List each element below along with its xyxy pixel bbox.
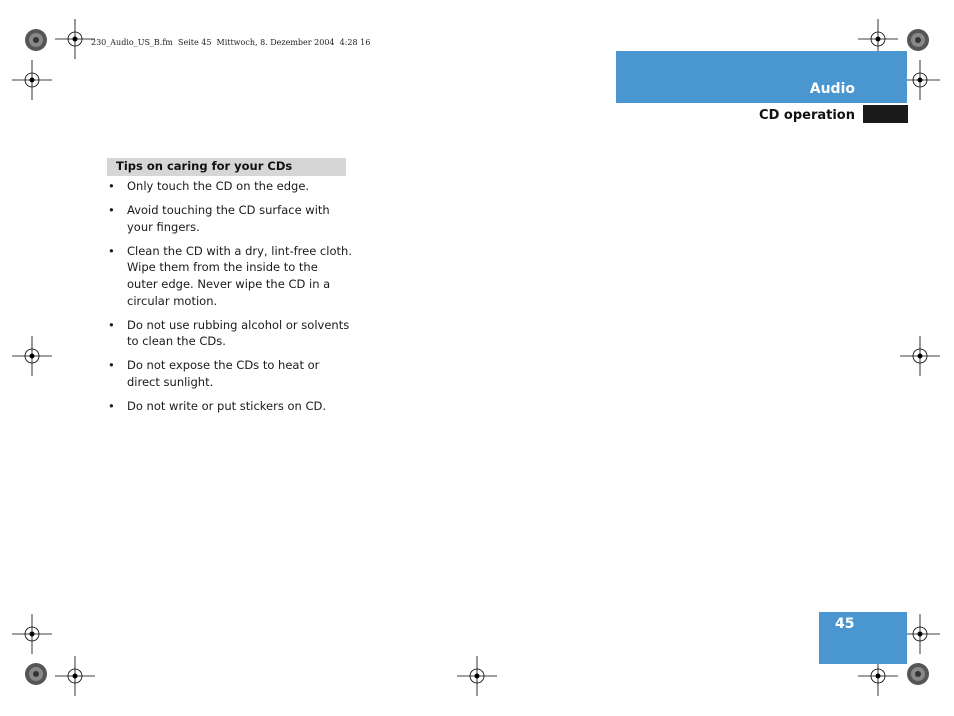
list-item <box>107 243 352 309</box>
tips-heading-bar <box>107 158 346 176</box>
chapter-title: Audio <box>809 81 855 97</box>
section-marker <box>863 105 908 123</box>
tip-text: Do not expose the CDs to heat or direct sunlight. <box>127 358 320 389</box>
registration-wheel-icon <box>24 28 48 52</box>
tips-list <box>107 178 352 422</box>
bullet: • <box>108 399 115 414</box>
bullet: • <box>108 358 115 373</box>
print-slug-line: 230_Audio_US_B.fm Seite 45 Mittwoch, 8. Dezember 2004 4:28 16 <box>91 38 371 47</box>
bullet: • <box>108 243 115 258</box>
tip-text: Avoid touching the CD surface with your fingers. <box>127 203 330 234</box>
list-item <box>107 178 352 195</box>
bullet: • <box>108 179 115 193</box>
crop-mark-icon <box>55 656 95 696</box>
crop-mark-icon <box>900 336 940 376</box>
registration-wheel-icon <box>24 662 48 686</box>
list-item <box>107 202 352 235</box>
page-number-tab <box>819 612 907 664</box>
crop-mark-icon <box>12 336 52 376</box>
chapter-tab <box>616 51 907 103</box>
tip-text: Only touch the CD on the edge. <box>127 179 310 193</box>
tips-heading: Tips on caring for your CDs <box>116 159 293 173</box>
registration-wheel-icon <box>906 662 930 686</box>
tip-text: Do not use rubbing alcohol or solvents to clean the CDs. <box>127 317 350 349</box>
crop-mark-icon <box>12 60 52 100</box>
bullet: • <box>108 317 115 332</box>
tip-text: Do not write or put stickers on CD. <box>127 399 327 414</box>
crop-mark-icon <box>55 19 95 59</box>
registration-wheel-icon <box>906 28 930 52</box>
crop-mark-icon <box>457 656 497 696</box>
list-item <box>107 317 352 350</box>
list-item <box>107 357 352 390</box>
list-item <box>107 398 352 415</box>
page-number: 45 <box>835 616 855 632</box>
crop-mark-icon <box>12 614 52 654</box>
tip-text: Clean the CD with a dry, lint-free cloth. Wipe them from the inside to the outer edge. Never wipe the CD in a circular motion. <box>127 243 352 308</box>
bullet: • <box>108 203 115 218</box>
section-title: CD operation <box>759 108 855 123</box>
